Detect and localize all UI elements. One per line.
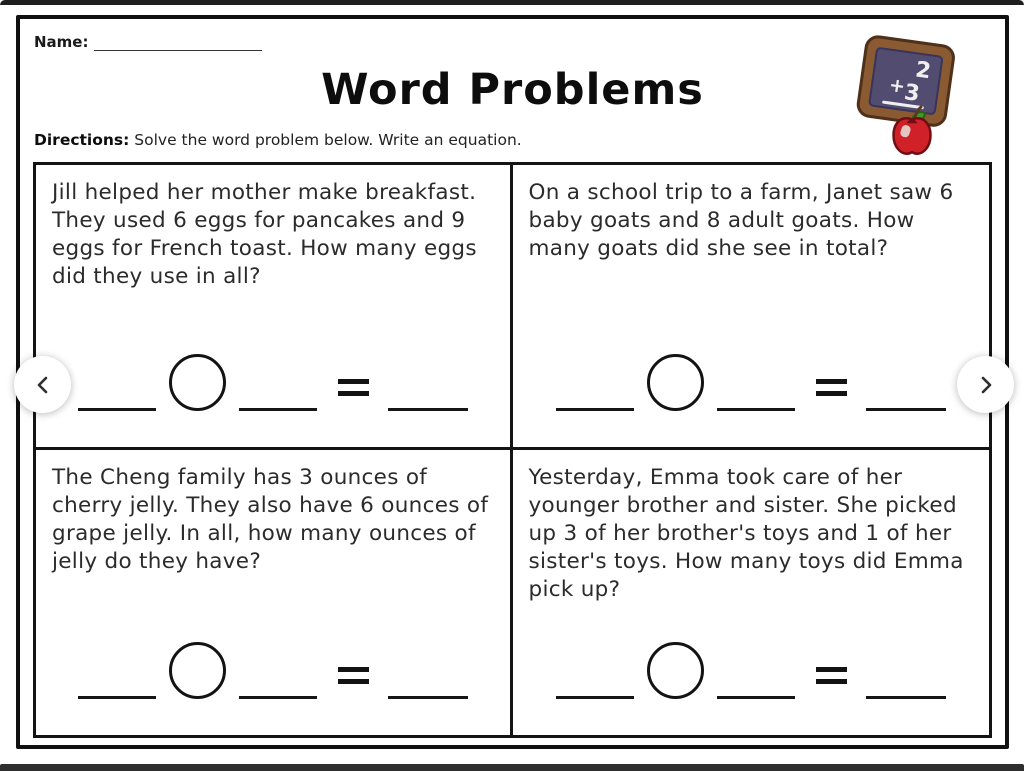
- equals-icon: [338, 667, 369, 684]
- problem-cell-2: [513, 165, 990, 450]
- equals-icon: [816, 379, 847, 396]
- answer-blank: [388, 407, 468, 411]
- svg-text:3: 3: [902, 80, 922, 107]
- answer-blank: [717, 407, 795, 411]
- name-blank-line: [94, 37, 262, 51]
- equation-template-1: [52, 354, 494, 411]
- answer-blank: [556, 695, 634, 699]
- operation-circle: [169, 354, 226, 411]
- worksheet-page: [16, 15, 1009, 749]
- viewer-top-edge: [0, 0, 1024, 5]
- equation-template-4: [529, 642, 974, 699]
- answer-blank: [239, 407, 317, 411]
- prev-button[interactable]: [14, 356, 71, 413]
- operation-circle: [647, 642, 704, 699]
- chevron-right-icon: [975, 374, 997, 396]
- problem-text-3: The Cheng family has 3 ounces of cherry jelly. They also have 6 ounces of grape jelly. In all, how many ounces of jelly do they have?: [52, 465, 489, 574]
- problem-cell-1: [36, 165, 513, 450]
- next-button[interactable]: [957, 356, 1014, 413]
- svg-text:2: 2: [913, 57, 933, 85]
- equation-template-3: [52, 642, 494, 699]
- operation-circle: [169, 642, 226, 699]
- page-title: Word Problems: [321, 65, 704, 115]
- answer-blank: [239, 695, 317, 699]
- answer-blank: [78, 407, 156, 411]
- equals-icon: [816, 667, 847, 684]
- equation-template-2: [529, 354, 974, 411]
- directions-label: Directions:: [34, 131, 130, 149]
- problem-cell-4: [513, 450, 990, 735]
- chevron-left-icon: [32, 374, 54, 396]
- directions-text: Solve the word problem below. Write an equation.: [134, 131, 522, 149]
- directions: [34, 131, 522, 149]
- chalkboard-apple-icon: [853, 27, 965, 163]
- answer-blank: [717, 695, 795, 699]
- name-row: [34, 33, 262, 51]
- svg-text:+: +: [887, 73, 907, 98]
- answer-blank: [866, 695, 946, 699]
- answer-blank: [556, 407, 634, 411]
- answer-blank: [866, 407, 946, 411]
- answer-blank: [388, 695, 468, 699]
- answer-blank: [78, 695, 156, 699]
- equals-icon: [338, 379, 369, 396]
- problem-text-2: On a school trip to a farm, Janet saw 6 baby goats and 8 adult goats. How many goats did she see in total?: [528, 180, 954, 261]
- viewer-bottom-edge: [0, 764, 1024, 771]
- problem-text-1: Jill helped her mother make breakfast. They used 6 eggs for pancakes and 9 eggs for French toast. How many eggs did they use in all?: [52, 180, 477, 289]
- operation-circle: [647, 354, 704, 411]
- name-label: Name:: [34, 33, 89, 51]
- problem-cell-3: [36, 450, 513, 735]
- problems-grid: [33, 162, 992, 738]
- problem-text-4: Yesterday, Emma took care of her younger brother and sister. She picked up 3 of her brother's toys and 1 of her sister's toys. How many toys did Emma pick up?: [528, 465, 964, 602]
